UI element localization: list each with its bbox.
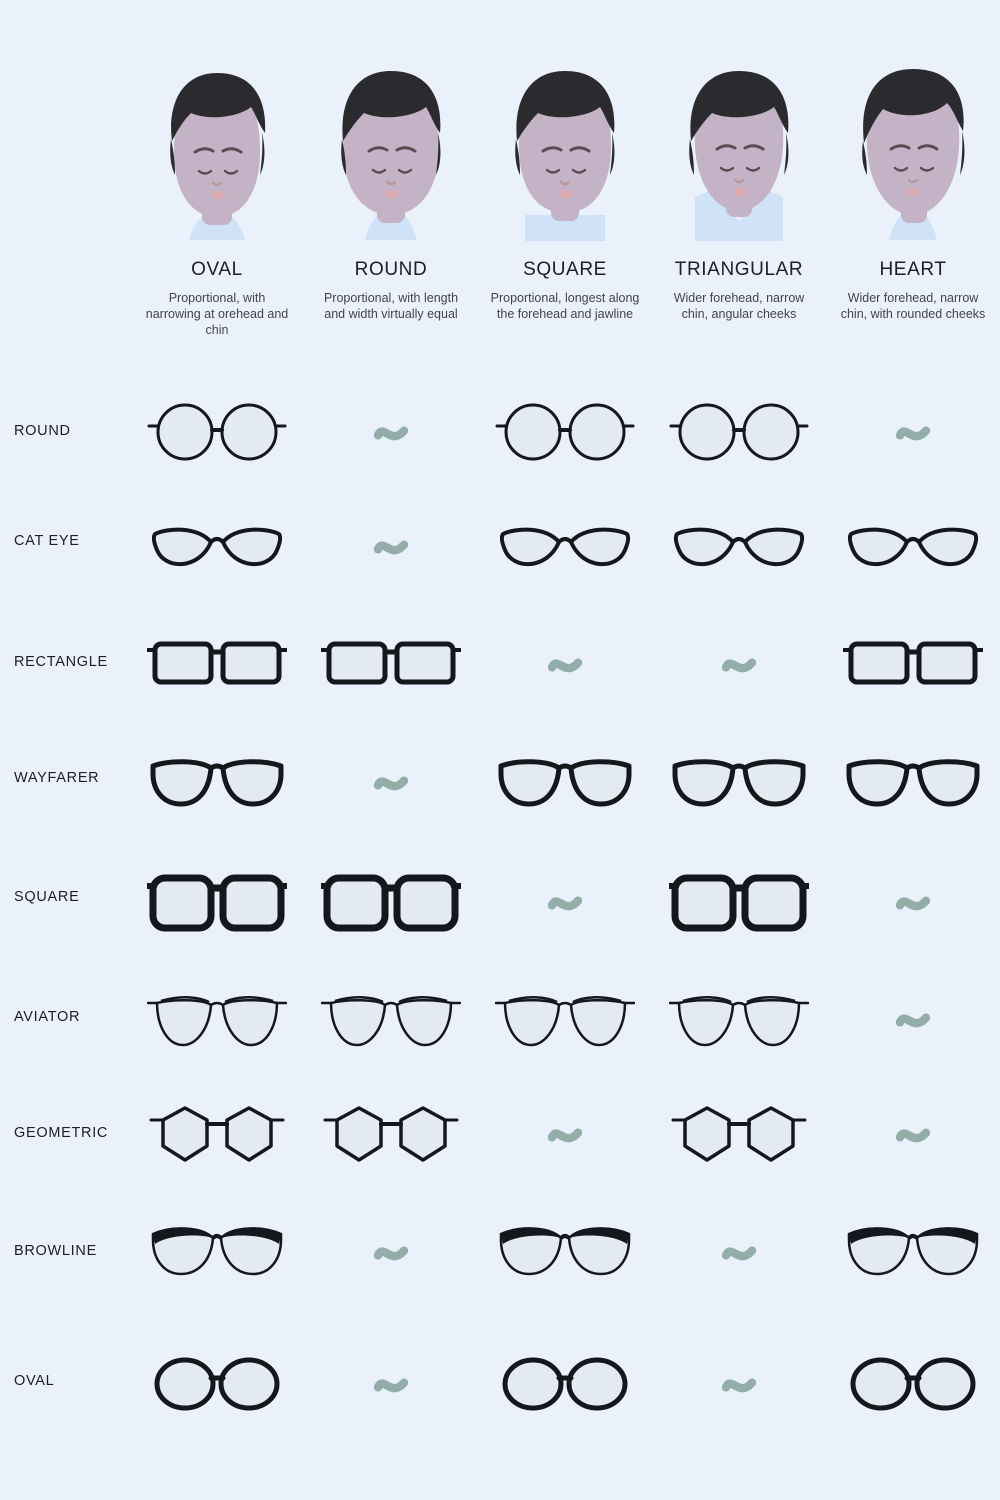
cell-geometric-heart[interactable] (826, 1080, 1000, 1190)
row-label-cat-eye: CAT EYE (14, 533, 80, 549)
cell-rectangle-oval[interactable] (130, 610, 304, 720)
face-desc-oval: Proportional, with narrowing at orehead and chin (145, 291, 289, 337)
cell-aviator-triangular[interactable] (652, 965, 826, 1075)
cell-aviator-square[interactable] (478, 965, 652, 1075)
cell-browline-square[interactable] (478, 1198, 652, 1308)
row-label-oval: OVAL (14, 1373, 55, 1389)
cell-square-heart[interactable] (826, 848, 1000, 958)
cell-wayfarer-oval[interactable] (130, 728, 304, 838)
cell-geometric-square[interactable] (478, 1080, 652, 1190)
face-name-triangular: TRIANGULAR (674, 259, 804, 280)
cell-cat-eye-square[interactable] (478, 492, 652, 602)
face-cell-square (478, 55, 652, 365)
cell-round-triangular[interactable] (652, 378, 826, 488)
cell-round-square[interactable] (478, 378, 652, 488)
face-desc-round: Proportional, with length and width virtually equal (323, 291, 459, 321)
face-header-row (130, 55, 1000, 365)
face-name-heart: HEART (879, 259, 947, 280)
row-label-geometric: GEOMETRIC (14, 1125, 109, 1141)
cell-aviator-round[interactable] (304, 965, 478, 1075)
cell-rectangle-square[interactable] (478, 610, 652, 720)
face-name-square: SQUARE (523, 259, 607, 280)
face-name-oval: OVAL (191, 259, 243, 280)
face-illustration-heart (843, 55, 983, 245)
cell-wayfarer-square[interactable] (478, 728, 652, 838)
cell-wayfarer-round[interactable] (304, 728, 478, 838)
cell-browline-oval[interactable] (130, 1198, 304, 1308)
row-label-browline: BROWLINE (14, 1243, 97, 1259)
face-illustration-triangular (669, 55, 809, 245)
cell-aviator-heart[interactable] (826, 965, 1000, 1075)
cell-oval-round[interactable] (304, 1330, 478, 1440)
row-label-aviator: AVIATOR (14, 1009, 81, 1025)
cell-oval-oval[interactable] (130, 1330, 304, 1440)
cell-square-square[interactable] (478, 848, 652, 958)
cell-rectangle-heart[interactable] (826, 610, 1000, 720)
cell-round-oval[interactable] (130, 378, 304, 488)
face-illustration-square (495, 55, 635, 245)
row-label-rectangle: RECTANGLE (14, 654, 108, 670)
cell-round-round[interactable] (304, 378, 478, 488)
cell-square-triangular[interactable] (652, 848, 826, 958)
cell-round-heart[interactable] (826, 378, 1000, 488)
face-desc-heart: Wider forehead, narrow chin, with rounded cheeks (840, 291, 986, 321)
face-cell-triangular (652, 55, 826, 365)
cell-aviator-oval[interactable] (130, 965, 304, 1075)
cell-browline-round[interactable] (304, 1198, 478, 1308)
cell-geometric-triangular[interactable] (652, 1080, 826, 1190)
row-label-wayfarer: WAYFARER (14, 770, 100, 786)
cell-wayfarer-triangular[interactable] (652, 728, 826, 838)
cell-geometric-round[interactable] (304, 1080, 478, 1190)
face-desc-square: Proportional, longest along the forehead and jawline (490, 291, 640, 321)
cell-browline-triangular[interactable] (652, 1198, 826, 1308)
row-label-round: ROUND (14, 423, 71, 439)
cell-wayfarer-heart[interactable] (826, 728, 1000, 838)
cell-square-round[interactable] (304, 848, 478, 958)
cell-cat-eye-oval[interactable] (130, 492, 304, 602)
cell-oval-triangular[interactable] (652, 1330, 826, 1440)
cell-rectangle-triangular[interactable] (652, 610, 826, 720)
face-cell-oval (130, 55, 304, 365)
face-cell-round (304, 55, 478, 365)
face-cell-heart (826, 55, 1000, 365)
row-label-square: SQUARE (14, 889, 80, 905)
cell-rectangle-round[interactable] (304, 610, 478, 720)
cell-oval-square[interactable] (478, 1330, 652, 1440)
face-name-round: ROUND (354, 259, 428, 280)
cell-geometric-oval[interactable] (130, 1080, 304, 1190)
face-illustration-oval (147, 55, 287, 245)
cell-oval-heart[interactable] (826, 1330, 1000, 1440)
face-illustration-round (321, 55, 461, 245)
cell-cat-eye-heart[interactable] (826, 492, 1000, 602)
cell-square-oval[interactable] (130, 848, 304, 958)
cell-cat-eye-round[interactable] (304, 492, 478, 602)
face-desc-triangular: Wider forehead, narrow chin, angular cheeks (673, 291, 805, 321)
cell-cat-eye-triangular[interactable] (652, 492, 826, 602)
cell-browline-heart[interactable] (826, 1198, 1000, 1308)
